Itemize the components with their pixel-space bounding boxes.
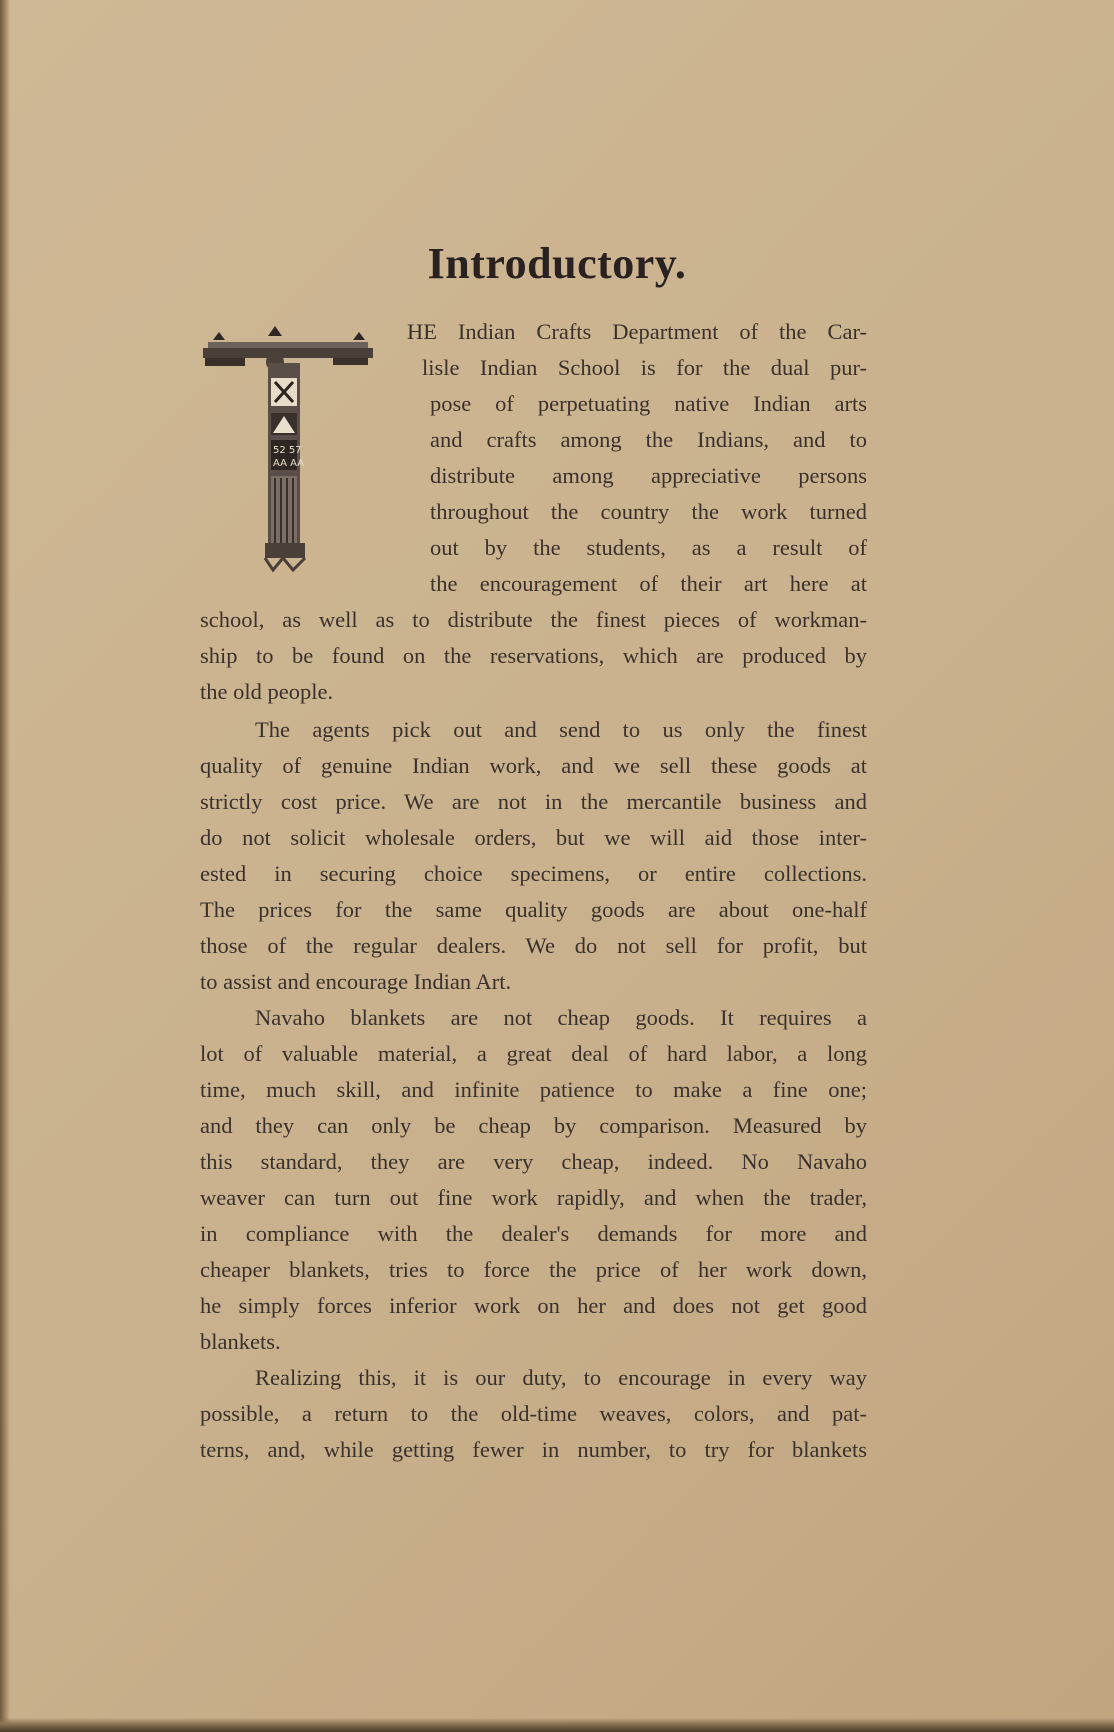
text-line: The prices for the same quality goods are about one-half xyxy=(200,897,867,922)
text-line: possible, a return to the old-time weaves, colors, and pat- xyxy=(200,1401,867,1426)
text-line: Navaho blankets are not cheap goods. It requires a xyxy=(255,1005,867,1030)
text-line: and they can only be cheap by comparison. Measured by xyxy=(200,1113,867,1138)
text-line: the old people. xyxy=(200,679,334,704)
text-line: distribute among appreciative persons xyxy=(430,463,867,488)
text-line: blankets. xyxy=(200,1329,281,1354)
text-line: those of the regular dealers. We do not sell for profit, but xyxy=(200,933,867,958)
text-line: ship to be found on the reservations, which are produced by xyxy=(200,643,867,668)
text-line: ested in securing choice specimens, or entire collections. xyxy=(200,861,867,886)
page-title: Introductory. xyxy=(427,239,687,288)
text-line: weaver can turn out fine work rapidly, and when the trader, xyxy=(200,1185,867,1210)
svg-text:AA AA: AA AA xyxy=(273,458,305,469)
text-line: The agents pick out and send to us only the finest xyxy=(255,717,867,742)
text-line: the encouragement of their art here at xyxy=(430,571,867,596)
text-line: lot of valuable material, a great deal of hard labor, a long xyxy=(200,1041,867,1066)
text-line: school, as well as to distribute the finest pieces of workman- xyxy=(200,607,867,632)
decorative-dropcap-t-illustration xyxy=(203,318,403,583)
text-line: this standard, they are very cheap, indeed. No Navaho xyxy=(200,1149,867,1174)
text-line: do not solicit wholesale orders, but we will aid those inter- xyxy=(200,825,867,850)
text-line: pose of perpetuating native Indian arts xyxy=(430,391,867,416)
text-line: HE Indian Crafts Department of the Car- xyxy=(407,319,867,344)
text-line: lisle Indian School is for the dual pur- xyxy=(422,355,867,380)
text-line: throughout the country the work turned xyxy=(430,499,867,524)
text-line: out by the students, as a result of xyxy=(430,535,867,560)
text-line: Realizing this, it is our duty, to encourage in every way xyxy=(255,1365,867,1390)
text-line: quality of genuine Indian work, and we sell these goods at xyxy=(200,753,867,778)
svg-text:52 57: 52 57 xyxy=(273,445,302,456)
text-line: he simply forces inferior work on her and does not get good xyxy=(200,1293,867,1318)
text-line: in compliance with the dealer's demands for more and xyxy=(200,1221,867,1246)
text-line: time, much skill, and infinite patience to make a fine one; xyxy=(200,1077,867,1102)
text-line: and crafts among the Indians, and to xyxy=(430,427,867,452)
text-line: cheaper blankets, tries to force the price of her work down, xyxy=(200,1257,867,1282)
text-line: strictly cost price. We are not in the mercantile business and xyxy=(200,789,867,814)
text-line: terns, and, while getting fewer in number, to try for blankets xyxy=(200,1437,867,1462)
text-line: to assist and encourage Indian Art. xyxy=(200,969,512,994)
